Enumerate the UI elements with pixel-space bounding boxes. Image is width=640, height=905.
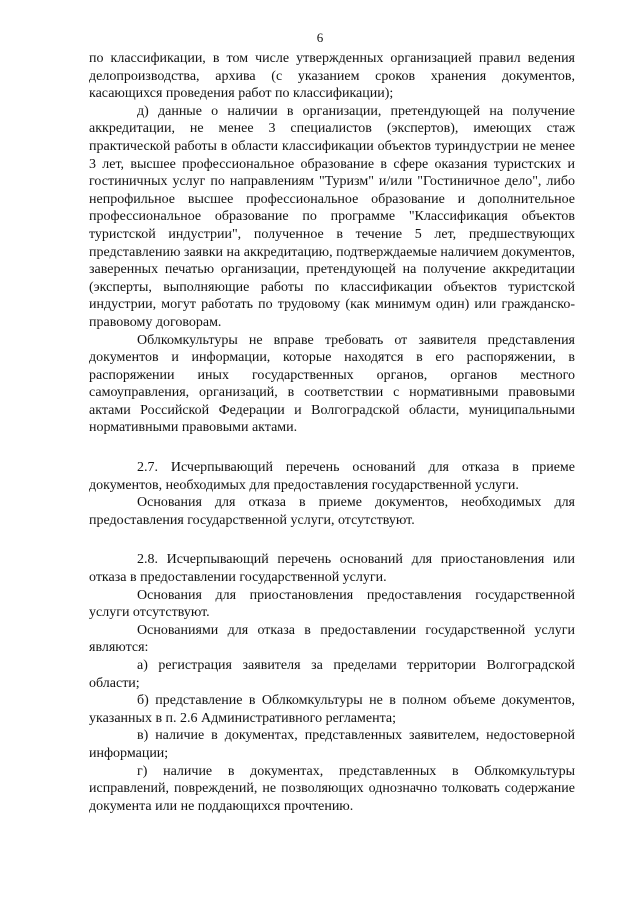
refusal-item-g: г) наличие в документах, представленных в Облкомкультуры исправлений, повреждений, не позволяющих однозначно толковать содержание документа или не поддающихся прочтению. [89,763,575,814]
paragraph-oblkom-restriction: Облкомкультуры не вправе требовать от заявителя представления документов и информации, которые находятся в его распоряжении, в распоряжении иных государственных органов, органов местного самоуправления, организаций, в соответствии с нормативными правовыми актами Российской Федерации и Волгоградской области, муниципальными нормативными правовыми актами. [89,332,575,436]
section-2-8-suspension: Основания для приостановления предоставления государственной услуги отсутствуют. [89,587,575,621]
section-2-8-refusal-intro: Основаниями для отказа в предоставлении государственной услуги являются: [89,622,575,656]
refusal-item-v: в) наличие в документах, представленных заявителем, недостоверной информации; [89,728,575,761]
refusal-item-a: а) регистрация заявителя за пределами территории Волгоградской области; [89,658,575,691]
paragraph-item-d: д) данные о наличии в организации, претендующей на получение аккредитации, не менее 3 специалистов (экспертов), имеющих стаж практической работы в области классификации объектов туриндустрии не менее 3 лет, высшее профессиональное образование в сфере оказания туристских и гостиничных услуг по направлениям "Туризм" и/или "Гостиничное дело", либо непрофильное высшее профессиональное образование и дополнительное профессиональное образование по программе "Классификация объектов туристской индустрии", полученное в течение 5 лет, предшествующих представлению заявки на аккредитацию, подтверждаемые наличием документов, заверенных печатью организации, претендующей на получение аккредитации (эксперты, выполняющие работы по классификации объектов туристской индустрии, могут работать по трудовому (как минимум один) или гражданско-правовому договорам. [89,103,575,330]
paragraph-continuation: по классификации, в том числе утвержденных организацией правил ведения делопроизводства, архива (с указанием сроков хранения документов, касающихся проведения работ по классификации); [89,51,575,102]
section-2-8-heading: 2.8. Исчерпывающий перечень оснований для приостановления или отказа в предоставлении государственной услуги. [89,552,575,586]
document-body [89,50,575,815]
refusal-item-b: б) представление в Облкомкультуры не в полном объеме документов, указанных в п. 2.6 Административного регламента; [89,693,575,726]
section-2-7-heading: 2.7. Исчерпывающий перечень оснований для отказа в приеме документов, необходимых для предоставления государственной услуги. [89,460,575,493]
page-number: 6 [316,30,324,45]
section-2-7-text: Основания для отказа в приеме документов, необходимых для предоставления государственной услуги, отсутствуют. [89,495,575,528]
